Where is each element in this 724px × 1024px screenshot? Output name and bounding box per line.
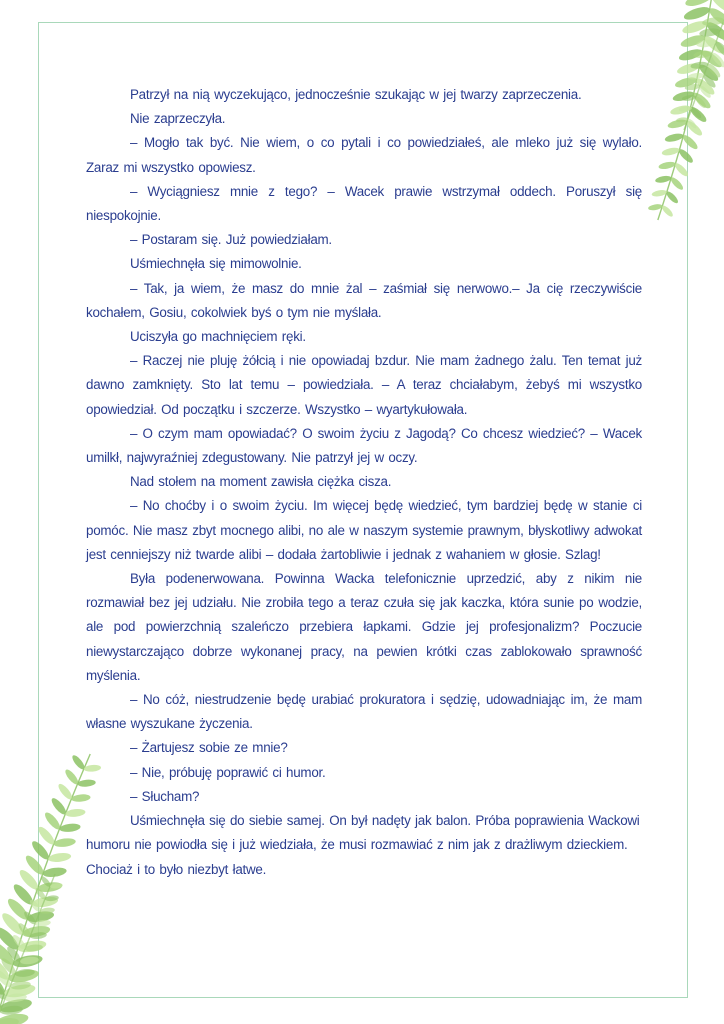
paragraph: – No choćby i o swoim życiu. Im więcej będę wiedzieć, tym bardziej będę w stanie ci pomóc. Nie masz zbyt mocnego alibi, no ale w naszym systemie prawnym, błyskotliwy adwokat jest cenniejszy niż twarde alibi – dodała żartobliwie i jednak z wahaniem w głosie. Szlag!	[86, 498, 642, 562]
paragraph: – Mogło tak być. Nie wiem, o co pytali i co powiedziałeś, ale mleko już się wylało. Zaraz mi wszystko opowiesz.	[86, 135, 642, 175]
paragraph: Uciszyła go machnięciem ręki.	[130, 329, 306, 345]
paragraph: – O czym mam opowiadać? O swoim życiu z Jagodą? Co chcesz wiedzieć? – Wacek umilkł, najwyraźniej zdegustowany. Nie patrzył jej w oczy.	[86, 425, 642, 466]
paragraph: – Nie, próbuję poprawić ci humor.	[130, 764, 326, 780]
paragraph: – Słucham?	[130, 788, 200, 804]
paragraph: – No cóż, niestrudzenie będę urabiać prokuratora i sędzię, udowadniając im, że mam własne wyszukane życzenia.	[86, 692, 642, 732]
paragraph: – Tak, ja wiem, że masz do mnie żal – zaśmiał się nerwowo.– Ja cię rzeczywiście kochałem, Gosiu, cokolwiek byś o tym nie myślała.	[86, 280, 642, 320]
paragraph: – Postaram się. Już powiedziałam.	[130, 232, 332, 248]
paragraph: Uśmiechnęła się mimowolnie.	[130, 256, 302, 272]
paragraph: Nad stołem na moment zawisła ciężka cisza.	[130, 474, 392, 490]
paragraph: Nie zaprzeczyła.	[130, 111, 226, 127]
paragraph: Uśmiechnęła się do siebie samej. On był nadęty jak balon. Próba poprawienia Wackowi humoru nie powiodła się i już wiedziała, że musi rozmawiać z nim jak z drażliwym dzieckiem. Chociaż i to było niezbyt łatwe.	[86, 813, 640, 877]
paragraph: Była podenerwowana. Powinna Wacka telefonicznie uprzedzić, aby z nikim nie rozmawiał bez jej udziału. Nie zrobiła tego a teraz czuła się jak kaczka, która sunie po wodzie, ale pod powierzchnią szaleńczo przebiera łapkami. Gdzie jej profesjonalizm? Poczucie niewystarczająco dobrze wykonanej pracy, na pewien krótki czas zablokowało sprawność myślenia.	[86, 571, 642, 683]
paragraph: – Raczej nie pluję żółcią i nie opowiadaj bzdur. Nie mam żadnego żalu. Ten temat już dawno zamknięty. Sto lat temu – powiedziała. – A teraz chciałabym, żebyś mi wszystko opowiedział. Od początku i szczerze. Wszystko – wyartykułowała.	[86, 353, 642, 417]
document-body	[86, 83, 642, 882]
paragraph: Patrzył na nią wyczekująco, jednocześnie szukając w jej twarzy zaprzeczenia.	[130, 87, 582, 102]
paragraph: – Żartujesz sobie ze mnie?	[130, 740, 288, 756]
paragraph: – Wyciągniesz mnie z tego? – Wacek prawie wstrzymał oddech. Poruszył się niespokojnie.	[86, 183, 642, 224]
